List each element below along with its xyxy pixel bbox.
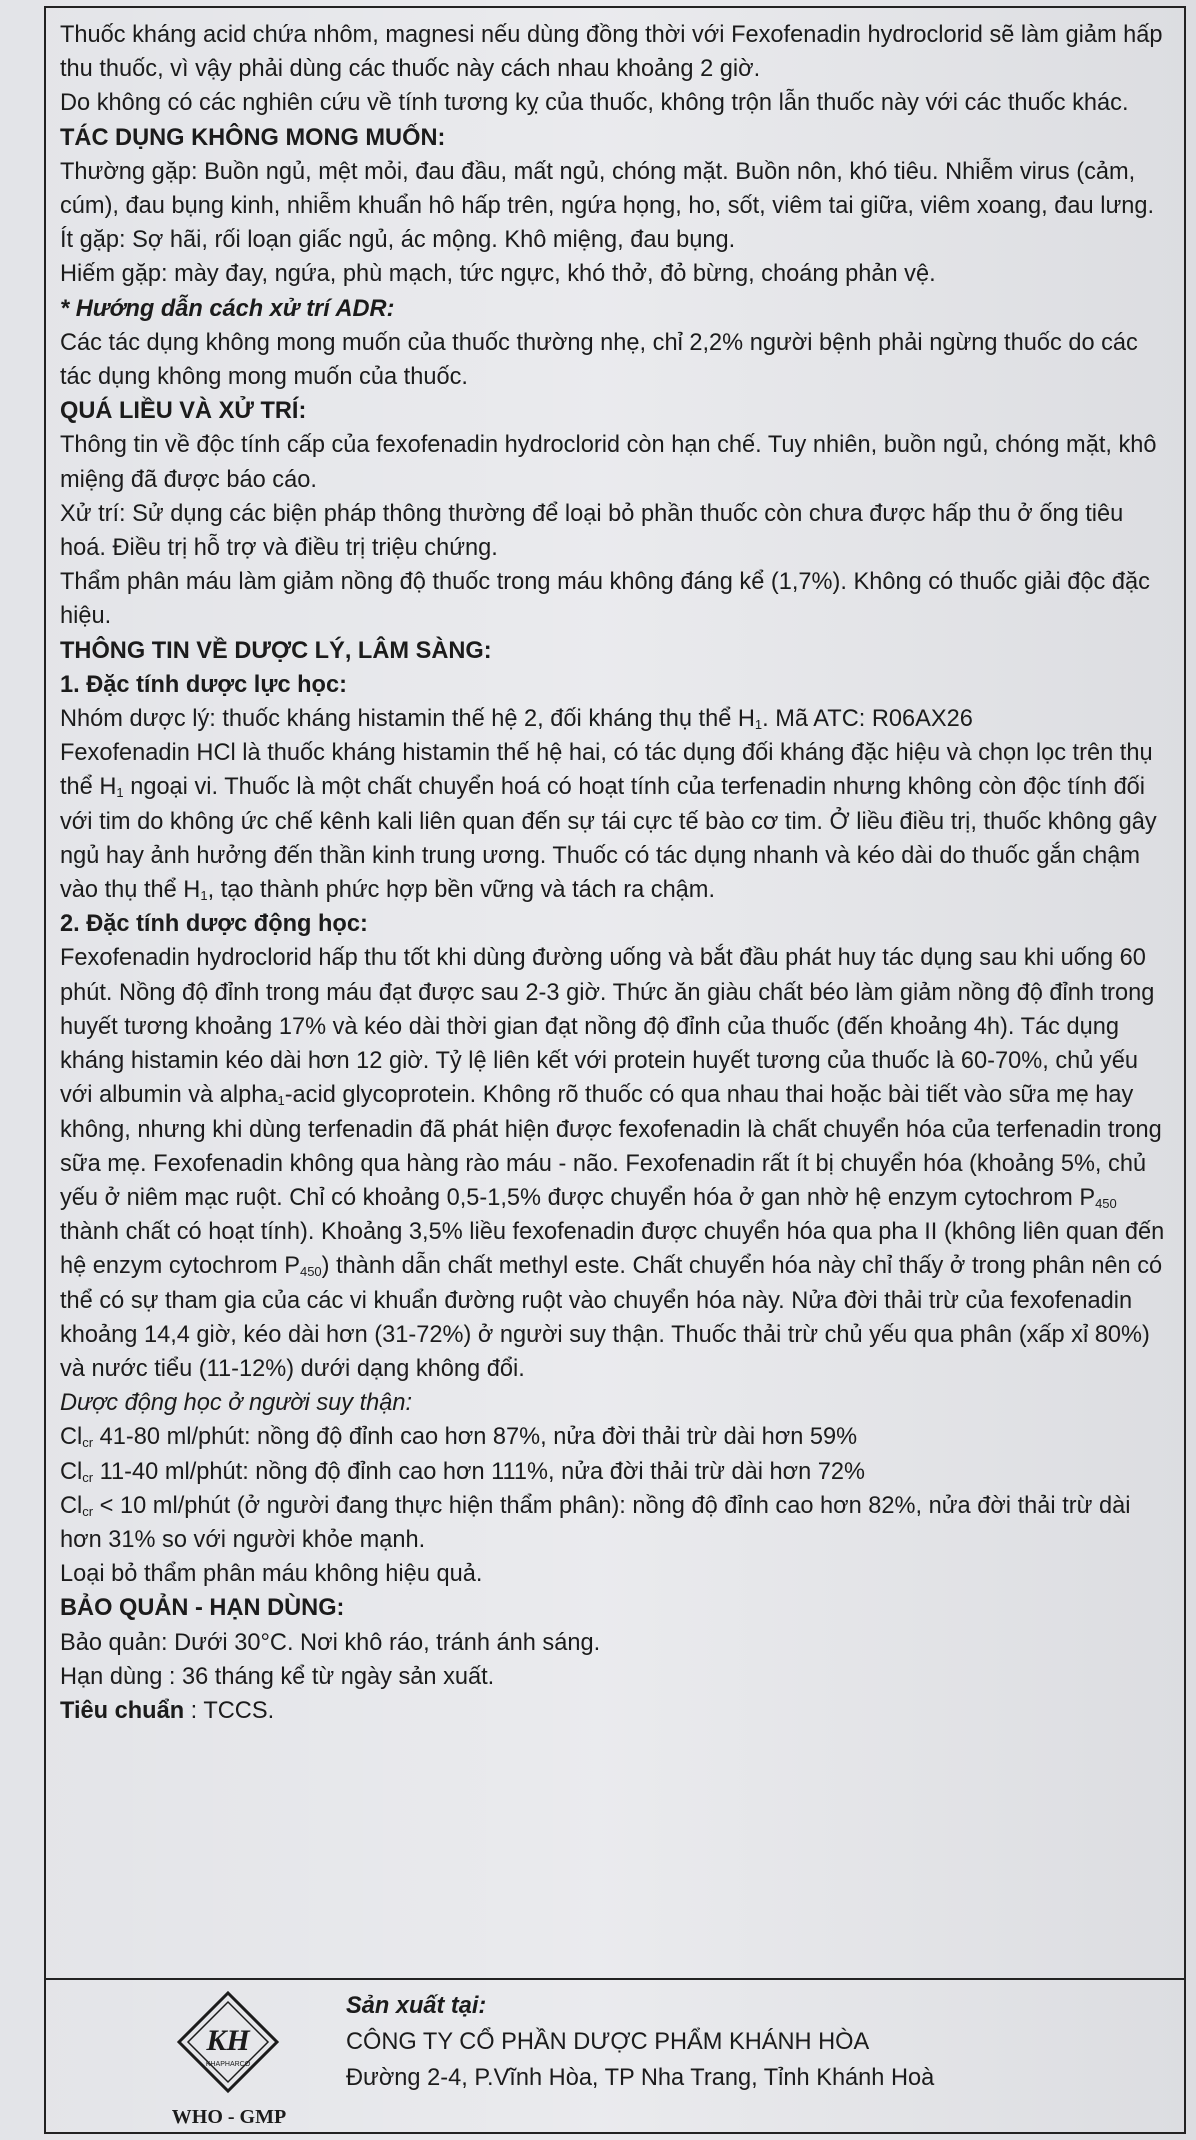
adr-rare: Hiếm gặp: mày đay, ngứa, phù mạch, tức ngực, khó thở, đỏ bừng, choáng phản vệ. — [60, 261, 936, 288]
manufacturer-block — [346, 1988, 934, 2096]
leaflet-body — [60, 18, 1172, 1728]
adr-uncommon: Ít gặp: Sợ hãi, rối loạn giấc ngủ, ác mộng. Khô miệng, đau bụng. — [60, 227, 736, 254]
footer — [46, 1980, 1184, 2132]
shelf-life: Hạn dùng : 36 tháng kể từ ngày sản xuất. — [60, 1663, 495, 1690]
renal-clcr-11-40: $Cl_{cr}$ 11-40 ml/phút: nồng độ đỉnh cao hơn 111%, nửa đời thải trừ dài hơn 72% — [60, 1458, 866, 1485]
antacid-interaction: Thuốc kháng acid chứa nhôm, magnesi nếu dùng đồng thời với Fexofenadin hydroclorid sẽ làm giảm hấp thu thuốc, vì vậy phải dùng các thuốc này cách nhau khoảng 2 giờ. — [60, 22, 1163, 83]
pharmacodynamics-text: Fexofenadin HCl là thuốc kháng histamin thế hệ hai, có tác dụng đối kháng đặc hiệu và chọn lọc trên thụ thể $H_1$ ngoại vi. Thuốc là một chất chuyển hoá có hoạt tính của terfenadin nhưng không còn độc tính đối với tim do không ức chế kênh kali liên quan đến sự tái cực tế bào cơ tim. Ở liều điều trị, thuốc không gây ngủ hay ảnh hưởng đến thần kinh trung ương. Thuốc có tác dụng nhanh và kéo dài do thuốc gắn chậm vào thụ thể $H_1$, tạo thành phức hợp bền vững và tách ra chậm. — [60, 740, 1157, 904]
adr-common: Thường gặp: Buồn ngủ, mệt mỏi, đau đầu, mất ngủ, chóng mặt. Buồn nôn, khó tiêu. Nhiễm virus (cảm, cúm), đau bụng kinh, nhiễm khuẩn hô hấp trên, ngứa họng, ho, sốt, viêm tai giữa, viêm xoang, đau lưng. — [60, 158, 1155, 220]
storage-heading: BẢO QUẢN - HẠN DÙNG: — [60, 1595, 345, 1622]
pharmacokinetics-heading: 2. Đặc tính dược động học: — [60, 911, 368, 938]
made-at-label: Sản xuất tại: — [346, 1993, 487, 2019]
pharmacodynamics-heading: 1. Đặc tính dược lực học: — [60, 671, 347, 698]
khapharco-logo-icon — [176, 1990, 280, 2094]
adr-guide-heading: * Hướng dẫn cách xử trí ADR: — [60, 295, 395, 322]
svg-text:KHAPHARCO: KHAPHARCO — [205, 2061, 251, 2068]
renal-clcr-41-80: $Cl_{cr}$ 41-80 ml/phút: nồng độ đỉnh cao hơn 87%, nửa đời thải trừ dài hơn 59% — [60, 1424, 858, 1451]
overdose-dialysis: Thẩm phân máu làm giảm nồng độ thuốc trong máu không đáng kể (1,7%). Không có thuốc giải độc đặc hiệu. — [60, 569, 1150, 630]
who-gmp-label: WHO - GMP — [171, 2106, 287, 2128]
incompatibility-note: Do không có các nghiên cứu về tính tương kỵ của thuốc, không trộn lẫn thuốc này với các thuốc khác. — [60, 90, 1129, 117]
renal-heading: Dược động học ở người suy thận: — [60, 1390, 413, 1417]
pharmacologic-group: Nhóm dược lý: thuốc kháng histamin thế hệ 2, đối kháng thụ thể $H_1$. Mã ATC: R06AX26 — [60, 706, 973, 733]
company-address: Đường 2-4, P.Vĩnh Hòa, TP Nha Trang, Tỉnh Khánh Hoà — [346, 2065, 935, 2091]
company-name: CÔNG TY CỔ PHẦN DƯỢC PHẨM KHÁNH HÒA — [346, 2029, 870, 2055]
leaflet-frame — [44, 6, 1186, 2134]
adr-guide: Các tác dụng không mong muốn của thuốc thường nhẹ, chỉ 2,2% người bệnh phải ngừng thuốc do các tác dụng không mong muốn của thuốc. — [60, 329, 1138, 391]
renal-clcr-under-10: $Cl_{cr} < 10$ ml/phút (ở người đang thực hiện thẩm phân): nồng độ đỉnh cao hơn 82%, nửa đời thải trừ dài hơn 31% so với người khỏe mạnh. — [60, 1492, 1131, 1553]
pharmacokinetics-text: Fexofenadin hydroclorid hấp thu tốt khi dùng đường uống và bắt đầu phát huy tác dụng sau khi uống 60 phút. Nồng độ đỉnh trong máu đạt được sau 2-3 giờ. Thức ăn giàu chất béo làm giảm nồng độ đỉnh trong huyết tương khoảng 17% và kéo dài thời gian đạt nồng độ đỉnh của thuốc (đến khoảng 4h). Tác dụng kháng histamin kéo dài hơn 12 giờ. Tỷ lệ liên kết với protein huyết tương của thuốc là 60-70%, chủ yếu với albumin và alpha$_1$-acid glycoprotein. Không rõ thuốc có qua nhau thai hoặc bài tiết vào sữa mẹ hay không, nhưng khi dùng terfenadin đã phát hiện được fexofenadin là chất chuyển hóa của terfenadin trong sữa mẹ. Fexofenadin không qua hàng rào máu - não. Fexofenadin rất ít bị chuyển hóa (khoảng 5%, chủ yếu ở niêm mạc ruột. Chỉ có khoảng 0,5-1,5% được chuyển hóa ở gan nhờ hệ enzym cytochrom $P_{450}$ thành chất có hoạt tính). Khoảng 3,5% liều fexofenadin được chuyển hóa qua pha II (không liên quan đến hệ enzym cytochrom $P_{450}$) thành dẫn chất methyl este. Chất chuyển hóa này chỉ thấy ở trong phân nên có thể có sự tham gia của các vi khuẩn đường ruột vào chuyển hóa này. Nửa đời thải trừ của fexofenadin khoảng 14,4 giờ, kéo dài hơn (31-72%) ở người suy thận. Thuốc thải trừ chủ yếu qua phân (xấp xỉ 80%) và nước tiểu (11-12%) dưới dạng không đổi. — [60, 945, 1165, 1382]
storage-conditions: Bảo quản: Dưới 30°C. Nơi khô ráo, tránh ánh sáng. — [60, 1629, 601, 1656]
dialysis-note: Loại bỏ thẩm phân máu không hiệu quả. — [60, 1561, 483, 1588]
adr-heading: TÁC DỤNG KHÔNG MONG MUỐN: — [60, 124, 446, 151]
overdose-info: Thông tin về độc tính cấp của fexofenadin hydroclorid còn hạn chế. Tuy nhiên, buồn ngủ, chóng mặt, khô miệng đã được báo cáo. — [60, 432, 1157, 493]
pharmacology-heading: THÔNG TIN VỀ DƯỢC LÝ, LÂM SÀNG: — [60, 637, 492, 664]
overdose-heading: QUÁ LIỀU VÀ XỬ TRÍ: — [60, 398, 307, 425]
svg-text:KH: KH — [206, 2024, 250, 2057]
standard: Tiêu chuẩn : TCCS. — [60, 1697, 275, 1724]
overdose-treatment: Xử trí: Sử dụng các biện pháp thông thường để loại bỏ phần thuốc còn chưa được hấp thu ở ống tiêu hoá. Điều trị hỗ trợ và điều trị triệu chứng. — [60, 500, 1124, 562]
